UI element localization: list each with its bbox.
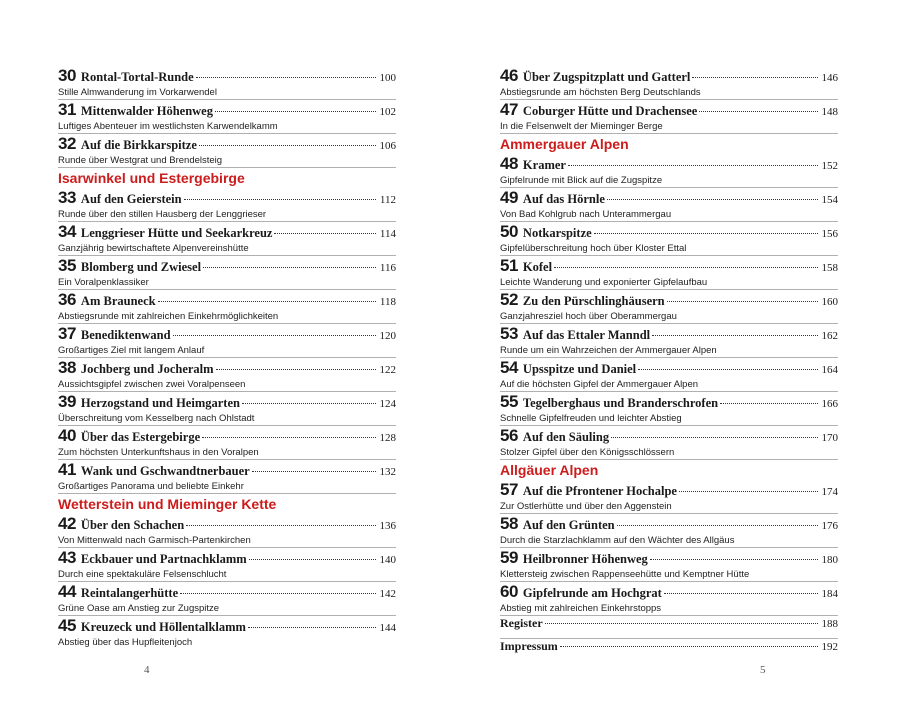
toc-entry[interactable] <box>500 188 838 221</box>
dot-leader <box>607 199 818 200</box>
tour-number: 55 <box>500 392 518 411</box>
right-page <box>500 66 838 661</box>
page-reference: 128 <box>379 432 396 444</box>
toc-entry[interactable] <box>58 460 396 493</box>
page-reference: 120 <box>379 330 396 342</box>
tour-title: Notkarspitze <box>522 226 592 240</box>
tour-number: 43 <box>58 548 76 567</box>
page-reference: 140 <box>379 554 396 566</box>
page-reference: 170 <box>821 432 838 444</box>
toc-entry[interactable] <box>500 616 838 638</box>
dot-leader <box>554 267 817 268</box>
tour-number: 54 <box>500 358 518 377</box>
tour-subtitle: Abstieg über das Hupfleitenjoch <box>58 637 193 648</box>
dot-leader <box>248 627 376 628</box>
dot-leader <box>186 525 375 526</box>
tour-number: 30 <box>58 66 76 85</box>
toc-group-left-b <box>58 188 396 493</box>
toc-entry-line <box>500 154 838 174</box>
toc-entry-line <box>58 460 396 480</box>
toc-entry[interactable] <box>58 134 396 167</box>
toc-entry-line <box>58 514 396 534</box>
tour-number: 37 <box>58 324 76 343</box>
appendix-title: Register <box>500 616 543 630</box>
toc-entry-line <box>58 548 396 568</box>
dot-leader <box>180 593 375 594</box>
dot-leader <box>679 491 818 492</box>
tour-number: 52 <box>500 290 518 309</box>
tour-number: 41 <box>58 460 76 479</box>
toc-entry-line <box>58 134 396 154</box>
tour-subtitle: Gipfelüberschreitung hoch über Kloster Ettal <box>500 243 687 254</box>
page-reference: 180 <box>821 554 838 566</box>
toc-entry-line <box>500 426 838 446</box>
tour-number: 60 <box>500 582 518 601</box>
page-reference: 152 <box>821 160 838 172</box>
toc-entry-line <box>58 582 396 602</box>
tour-title: Auf den Grünten <box>522 518 615 532</box>
dot-leader <box>242 403 376 404</box>
tour-number: 49 <box>500 188 518 207</box>
dot-leader <box>158 301 376 302</box>
toc-entry-line <box>500 66 838 86</box>
tour-subtitle: Ganzjahresziel hoch über Oberammergau <box>500 311 677 322</box>
tour-number: 38 <box>58 358 76 377</box>
appendix-title: Impressum <box>500 639 558 653</box>
page-reference: 136 <box>379 520 396 532</box>
tour-title: Eckbauer und Partnachklamm <box>80 552 247 566</box>
tour-number: 47 <box>500 100 518 119</box>
toc-entry[interactable] <box>500 256 838 289</box>
dot-leader <box>184 199 376 200</box>
section-heading-wetterstein: Wetterstein und Mieminger Kette <box>58 496 277 512</box>
toc-entry-line <box>500 548 838 568</box>
tour-number: 40 <box>58 426 76 445</box>
tour-title: Kreuzeck und Höllentalklamm <box>80 620 246 634</box>
tour-title: Über den Schachen <box>80 518 185 532</box>
toc-entry-line <box>58 222 396 242</box>
dot-leader <box>650 559 818 560</box>
dot-leader <box>568 165 818 166</box>
toc-entry[interactable] <box>58 548 396 581</box>
tour-number: 36 <box>58 290 76 309</box>
toc-entry[interactable] <box>58 66 396 99</box>
page-reference: 106 <box>379 140 396 152</box>
dot-leader <box>652 335 817 336</box>
page-reference: 192 <box>821 641 838 653</box>
page-reference: 184 <box>821 588 838 600</box>
page-reference: 174 <box>821 486 838 498</box>
toc-entry-line <box>500 188 838 208</box>
toc-entry[interactable] <box>500 222 838 255</box>
toc-entry[interactable] <box>500 66 838 99</box>
toc-entry[interactable] <box>500 582 838 615</box>
tour-number: 34 <box>58 222 76 241</box>
section-heading-isarwinkel: Isarwinkel und Estergebirge <box>58 170 245 186</box>
toc-entry[interactable] <box>58 514 396 547</box>
tour-subtitle: Ganzjährig bewirtschaftete Alpenvereinshütte <box>58 243 249 254</box>
tour-subtitle: Zum höchsten Unterkunftshaus in den Voralpen <box>58 447 259 458</box>
tour-subtitle: Überschreitung vom Kesselberg nach Ohlstadt <box>58 413 255 424</box>
page-reference: 188 <box>821 618 838 630</box>
page-number-left: 4 <box>144 664 150 676</box>
page-reference: 132 <box>379 466 396 478</box>
dot-leader <box>203 267 376 268</box>
tour-title: Kofel <box>522 260 553 274</box>
dot-leader <box>202 437 375 438</box>
page-reference: 142 <box>379 588 396 600</box>
toc-entry[interactable] <box>58 222 396 255</box>
tour-title: Jochberg und Jocheralm <box>80 362 214 376</box>
tour-subtitle: Schnelle Gipfelfreuden und leichter Abstieg <box>500 413 682 424</box>
dot-leader <box>692 77 817 78</box>
tour-subtitle: Klettersteig zwischen Rappenseehütte und Kemptner Hütte <box>500 569 750 580</box>
tour-subtitle: Runde um ein Wahrzeichen der Ammergauer Alpen <box>500 345 717 356</box>
tour-title: Blomberg und Zwiesel <box>80 260 202 274</box>
page-reference: 112 <box>379 194 396 206</box>
toc-group-right-b <box>500 154 838 459</box>
tour-title: Über Zugspitzplatt und Gatterl <box>522 70 691 84</box>
page-reference: 100 <box>379 72 396 84</box>
dot-leader <box>252 471 376 472</box>
tour-subtitle: Großartiges Ziel mit langem Anlauf <box>58 345 205 356</box>
tour-title: Auf den Säuling <box>522 430 610 444</box>
page-reference: 156 <box>821 228 838 240</box>
tour-subtitle: Ein Voralpenklassiker <box>58 277 149 288</box>
dot-leader <box>196 77 376 78</box>
tour-subtitle: Zur Ostlerhütte und über den Aggenstein <box>500 501 672 512</box>
dot-leader <box>611 437 817 438</box>
dot-leader <box>545 623 818 624</box>
tour-number: 44 <box>58 582 76 601</box>
tour-title: Tegelberghaus und Branderschrofen <box>522 396 719 410</box>
toc-entry-line <box>58 426 396 446</box>
tour-number: 56 <box>500 426 518 445</box>
tour-number: 39 <box>58 392 76 411</box>
tour-subtitle: Von Bad Kohlgrub nach Unterammergau <box>500 209 672 220</box>
dot-leader <box>617 525 818 526</box>
tour-number: 45 <box>58 616 76 635</box>
tour-number: 35 <box>58 256 76 275</box>
tour-title: Rontal-Tortal-Runde <box>80 70 194 84</box>
tour-number: 53 <box>500 324 518 343</box>
toc-entry[interactable] <box>500 514 838 547</box>
toc-entry-line <box>500 256 838 276</box>
tour-subtitle: Runde über Westgrat und Brendelsteig <box>58 155 223 166</box>
toc-group-right-tail <box>500 615 838 661</box>
tour-title: Reintalangerhütte <box>80 586 179 600</box>
tour-title: Auf das Ettaler Manndl <box>522 328 651 342</box>
toc-entry[interactable] <box>58 100 396 133</box>
toc-entry-line <box>58 358 396 378</box>
dot-leader <box>249 559 376 560</box>
tour-subtitle: In die Felsenwelt der Mieminger Berge <box>500 121 663 132</box>
page-reference: 124 <box>379 398 396 410</box>
page-reference: 116 <box>379 262 396 274</box>
tour-title: Herzogstand und Heimgarten <box>80 396 240 410</box>
toc-entry[interactable] <box>500 480 838 513</box>
page-reference: 148 <box>821 106 838 118</box>
section-heading-allgaeuer: Allgäuer Alpen <box>500 462 599 478</box>
toc-entry-line <box>500 514 838 534</box>
toc-entry[interactable] <box>58 188 396 221</box>
toc-entry-line <box>58 392 396 412</box>
page-reference: 166 <box>821 398 838 410</box>
toc-entry[interactable] <box>58 256 396 289</box>
tour-title: Gipfelrunde am Hochgrat <box>522 586 662 600</box>
toc-entry[interactable] <box>500 548 838 581</box>
toc-entry-line <box>58 616 396 636</box>
tour-subtitle: Durch eine spektakuläre Felsenschlucht <box>58 569 227 580</box>
toc-entry-line <box>58 290 396 310</box>
tour-title: Auf die Pfrontener Hochalpe <box>522 484 677 498</box>
toc-entry[interactable] <box>58 358 396 391</box>
page-reference: 176 <box>821 520 838 532</box>
dot-leader <box>173 335 376 336</box>
tour-subtitle: Runde über den stillen Hausberg der Lenggrieser <box>58 209 267 220</box>
tour-number: 58 <box>500 514 518 533</box>
dot-leader <box>199 145 376 146</box>
tour-title: Wank und Gschwandtnerbauer <box>80 464 250 478</box>
toc-entry[interactable] <box>58 324 396 357</box>
tour-subtitle: Durch die Starzlachklamm auf den Wächter des Allgäus <box>500 535 735 546</box>
tour-number: 59 <box>500 548 518 567</box>
tour-number: 50 <box>500 222 518 241</box>
dot-leader <box>664 593 818 594</box>
toc-entry[interactable] <box>58 582 396 615</box>
tour-subtitle: Auf die höchsten Gipfel der Ammergauer Alpen <box>500 379 699 390</box>
toc-entry[interactable] <box>500 358 838 391</box>
toc-entry-line <box>58 100 396 120</box>
page-reference: 158 <box>821 262 838 274</box>
toc-entry-line <box>500 100 838 120</box>
page-reference: 122 <box>379 364 396 376</box>
dot-leader <box>274 233 375 234</box>
toc-entry-line <box>58 256 396 276</box>
section-heading-ammergauer: Ammergauer Alpen <box>500 136 629 152</box>
toc-entry[interactable] <box>58 426 396 459</box>
tour-title: Lenggrieser Hütte und Seekarkreuz <box>80 226 273 240</box>
tour-number: 33 <box>58 188 76 207</box>
tour-title: Auf das Hörnle <box>522 192 605 206</box>
toc-entry[interactable] <box>500 392 838 425</box>
page-reference: 162 <box>821 330 838 342</box>
toc-entry[interactable] <box>500 639 838 661</box>
tour-title: Mittenwalder Höhenweg <box>80 104 213 118</box>
tour-number: 31 <box>58 100 76 119</box>
dot-leader <box>720 403 817 404</box>
dot-leader <box>215 111 376 112</box>
page-reference: 154 <box>821 194 838 206</box>
tour-subtitle: Stille Almwanderung im Vorkarwendel <box>58 87 217 98</box>
tour-number: 46 <box>500 66 518 85</box>
tour-number: 42 <box>58 514 76 533</box>
dot-leader <box>560 646 818 647</box>
toc-entry[interactable] <box>500 100 838 133</box>
toc-entry[interactable] <box>500 290 838 323</box>
toc-group-right-a <box>500 66 838 133</box>
toc-group-right-c <box>500 480 838 615</box>
toc-entry-line <box>58 324 396 344</box>
toc-entry-line <box>58 188 396 208</box>
toc-entry[interactable] <box>500 426 838 459</box>
dot-leader <box>699 111 817 112</box>
toc-entry-line <box>500 324 838 344</box>
page-reference: 144 <box>379 622 396 634</box>
tour-subtitle: Stolzer Gipfel über den Königsschlössern <box>500 447 675 458</box>
toc-entry[interactable] <box>500 154 838 187</box>
tour-subtitle: Von Mittenwald nach Garmisch-Partenkirchen <box>58 535 251 546</box>
toc-group-left-a <box>58 66 396 167</box>
toc-entry-line <box>500 222 838 242</box>
tour-title: Upsspitze und Daniel <box>522 362 637 376</box>
toc-entry-line <box>500 290 838 310</box>
tour-title: Kramer <box>522 158 566 172</box>
tour-number: 57 <box>500 480 518 499</box>
tour-title: Auf den Geierstein <box>80 192 182 206</box>
tour-title: Am Brauneck <box>80 294 156 308</box>
tour-title: Auf die Birkkarspitze <box>80 138 197 152</box>
tour-title: Benediktenwand <box>80 328 171 342</box>
toc-entry[interactable] <box>58 290 396 323</box>
page-reference: 118 <box>379 296 396 308</box>
tour-title: Über das Estergebirge <box>80 430 201 444</box>
toc-entry[interactable] <box>58 616 396 649</box>
tour-subtitle: Grüne Oase am Anstieg zur Zugspitze <box>58 603 220 614</box>
tour-subtitle: Großartiges Panorama und beliebte Einkehr <box>58 481 244 492</box>
dot-leader <box>638 369 817 370</box>
tour-title: Zu den Pürschlinghäusern <box>522 294 665 308</box>
tour-subtitle: Abstiegsrunde mit zahlreichen Einkehrmöglichkeiten <box>58 311 279 322</box>
tour-number: 48 <box>500 154 518 173</box>
tour-title: Heilbronner Höhenweg <box>522 552 648 566</box>
tour-title: Coburger Hütte und Drachensee <box>522 104 698 118</box>
dot-leader <box>594 233 818 234</box>
tour-number: 51 <box>500 256 518 275</box>
tour-subtitle: Luftiges Abenteuer im westlichsten Karwendelkamm <box>58 121 278 132</box>
toc-entry[interactable] <box>500 324 838 357</box>
dot-leader <box>667 301 818 302</box>
dot-leader <box>216 369 376 370</box>
toc-entry-line <box>500 480 838 500</box>
tour-subtitle: Gipfelrunde mit Blick auf die Zugspitze <box>500 175 663 186</box>
tour-subtitle: Leichte Wanderung und exponierter Gipfelaufbau <box>500 277 708 288</box>
toc-entry-line <box>500 392 838 412</box>
tour-subtitle: Abstiegsrunde am höchsten Berg Deutschlands <box>500 87 701 98</box>
toc-entry-line <box>58 66 396 86</box>
toc-group-left-c <box>58 514 396 649</box>
toc-entry-line <box>500 582 838 602</box>
tour-subtitle: Aussichtsgipfel zwischen zwei Voralpenseen <box>58 379 246 390</box>
page-reference: 160 <box>821 296 838 308</box>
page-reference: 164 <box>821 364 838 376</box>
toc-entry-line <box>500 358 838 378</box>
toc-entry[interactable] <box>58 392 396 425</box>
tour-number: 32 <box>58 134 76 153</box>
left-page <box>58 66 396 649</box>
tour-subtitle: Abstieg mit zahlreichen Einkehrstopps <box>500 603 662 614</box>
page-reference: 102 <box>379 106 396 118</box>
page-reference: 114 <box>379 228 396 240</box>
page-reference: 146 <box>821 72 838 84</box>
page-number-right: 5 <box>760 664 766 676</box>
